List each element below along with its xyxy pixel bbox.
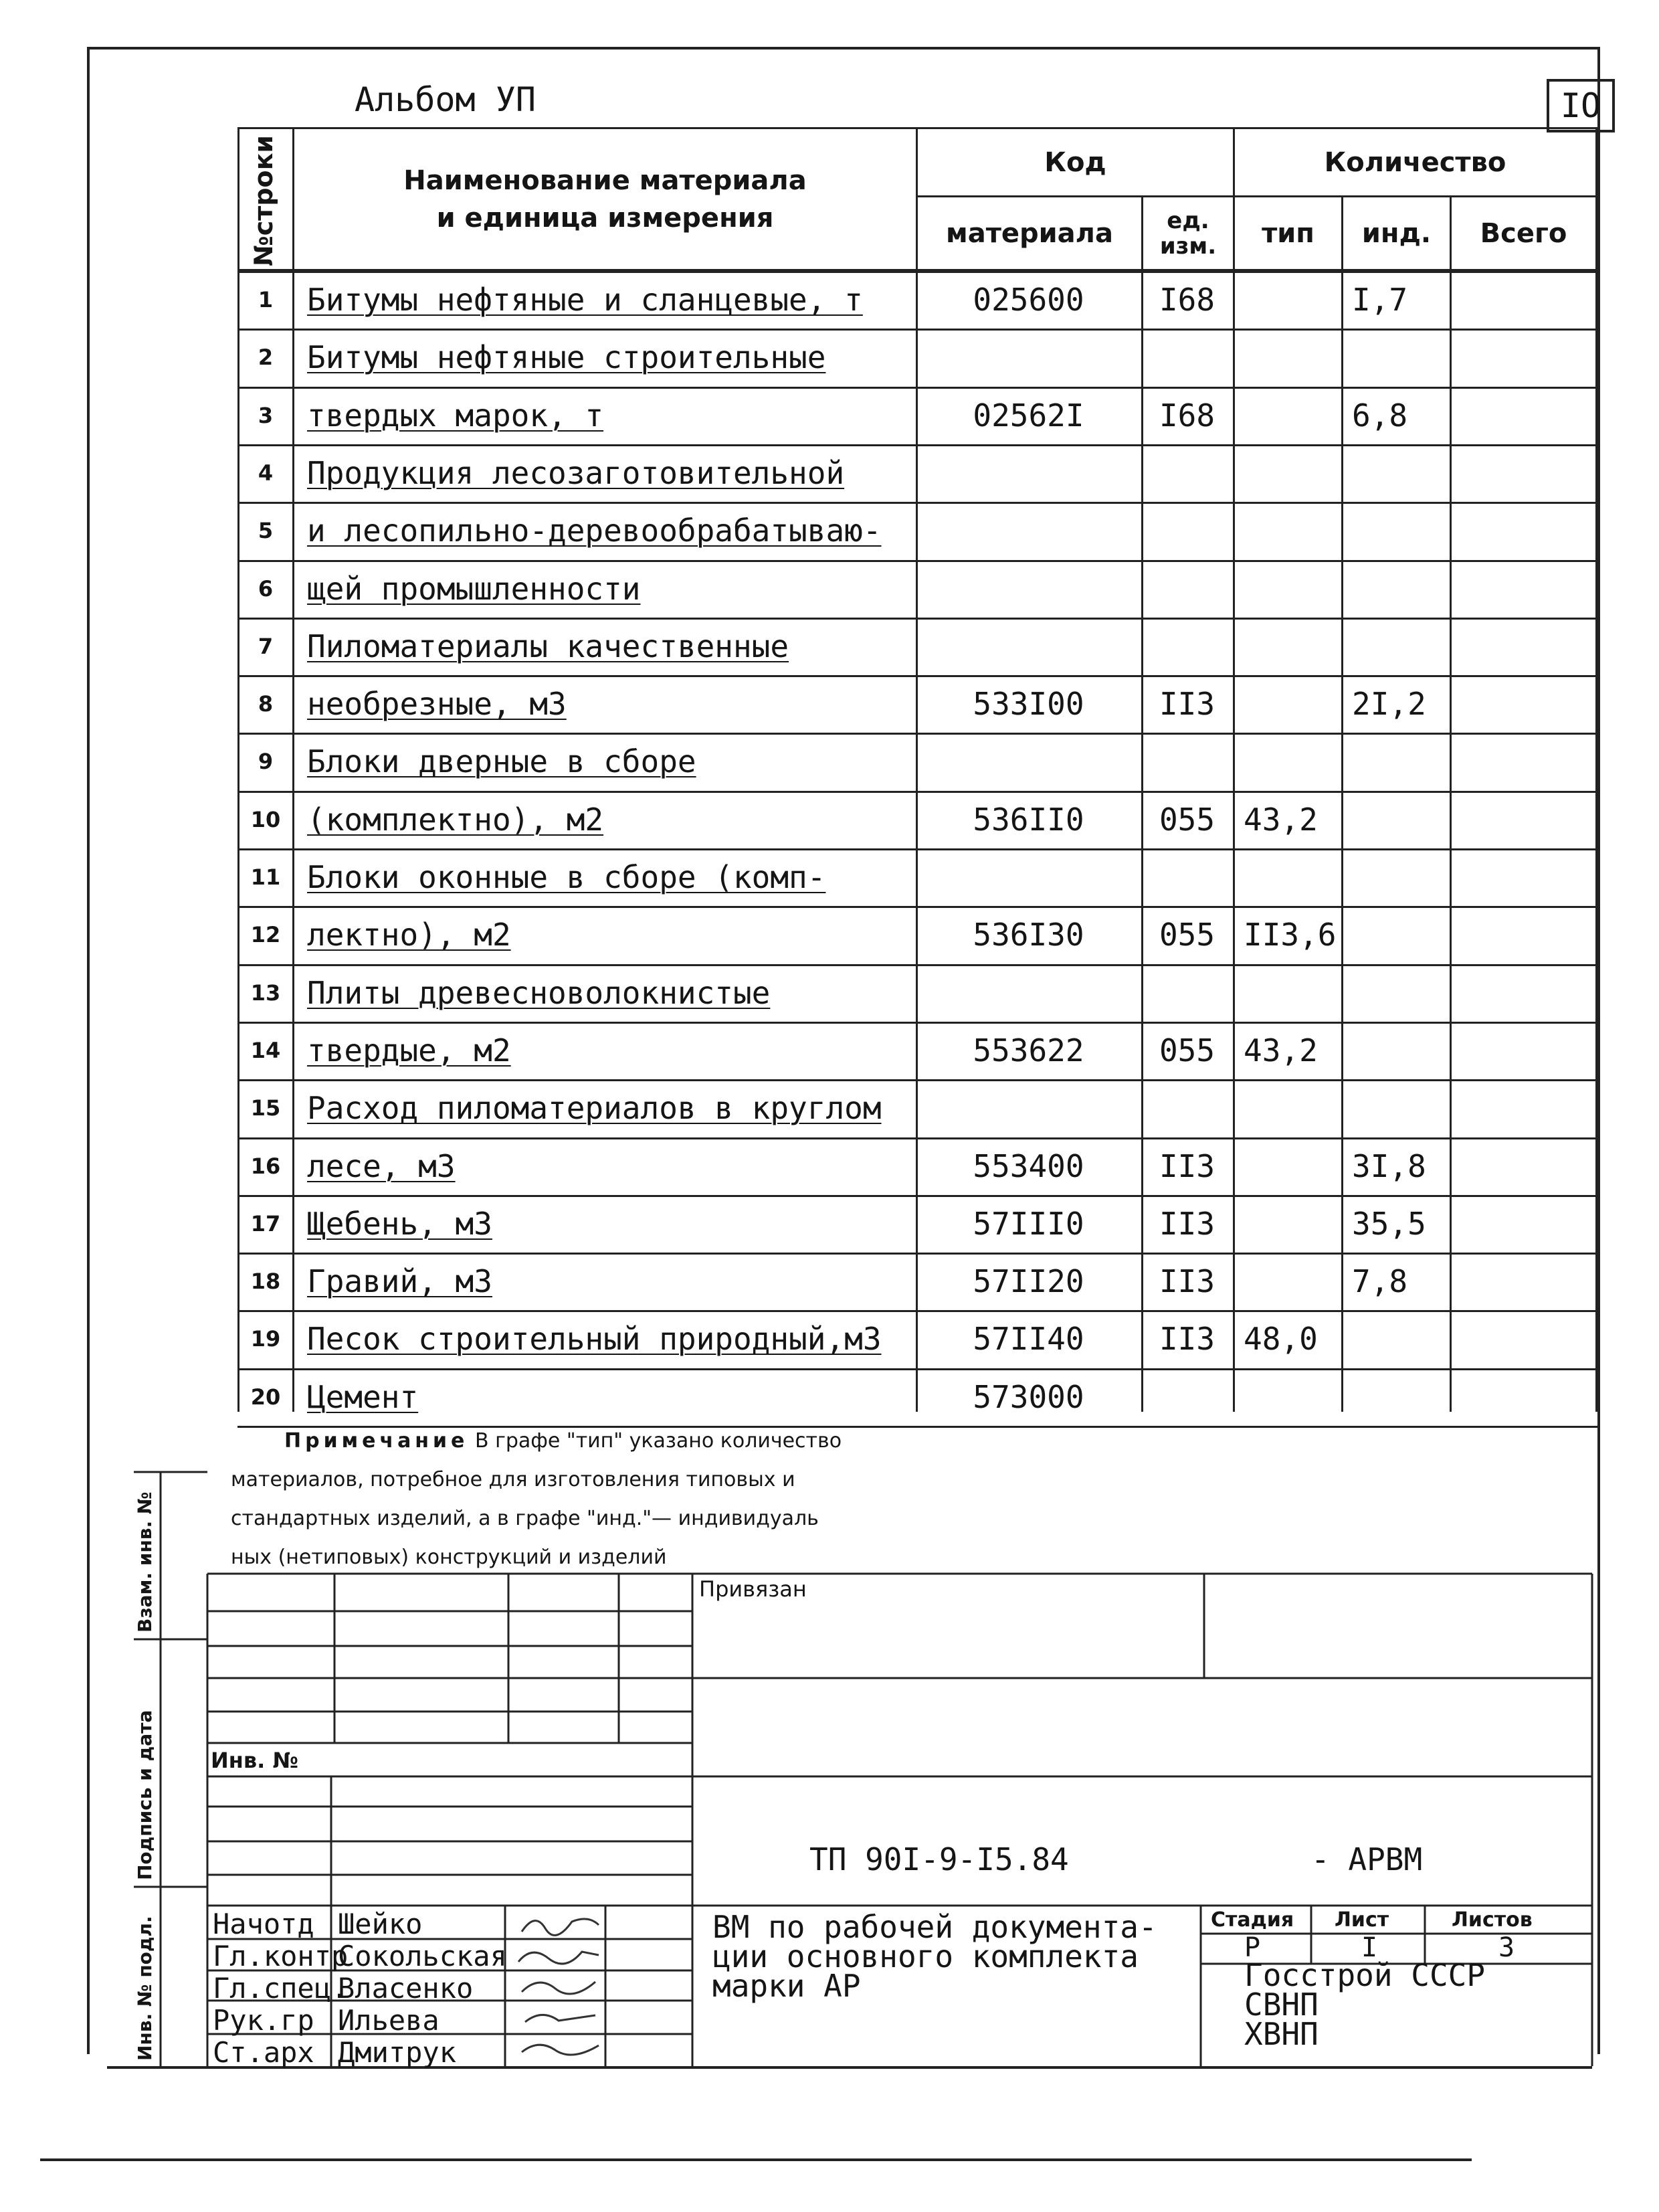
table-cell-code: 536II0	[973, 801, 1084, 838]
table-cell-name: Расход пиломатериалов в круглом	[307, 1090, 882, 1127]
role: Гл.спец.	[213, 1972, 349, 2005]
table-cell-ind: 3I,8	[1352, 1147, 1426, 1184]
table-cell-name: Битумы нефтяные строительные	[307, 339, 826, 376]
header-qty-ind: инд.	[1341, 195, 1452, 271]
document-mark: - АРВМ	[1311, 1841, 1423, 1877]
table-cell-n: 8	[258, 691, 274, 717]
role: Ст.арх	[213, 2036, 314, 2069]
table-cell-type: 48,0	[1244, 1321, 1318, 1358]
table-cell-name: (комплектно), м2	[307, 801, 604, 838]
table-cell-name: Битумы нефтяные и сланцевые, т	[307, 282, 863, 318]
description-line1: ВМ по рабочей документа-	[712, 1909, 1157, 1945]
table-cell-code: 57III0	[973, 1205, 1084, 1242]
sheets-value: 3	[1498, 1932, 1515, 1963]
table-cell-code: 573000	[973, 1378, 1084, 1415]
org-line1: Госстрой СССР	[1244, 1957, 1486, 1993]
note-heading: Примечание	[284, 1429, 469, 1453]
table-cell-name: Блоки дверные в сборе	[307, 743, 696, 780]
person-name: Власенко	[338, 1972, 474, 2005]
table-cell-type: 43,2	[1244, 801, 1318, 838]
table-cell-name: твердых марок, т	[307, 397, 604, 434]
album-title: Альбом УП	[355, 80, 536, 119]
table-cell-ind: 35,5	[1352, 1205, 1426, 1242]
table-cell-n: 10	[250, 806, 281, 832]
table-cell-n: 1	[258, 287, 274, 312]
person-name: Сокольская	[338, 1940, 507, 1972]
signatures	[508, 1908, 609, 2062]
table-cell-unit: 055	[1159, 917, 1215, 953]
table-cell-name: Блоки оконные в сборе (комп-	[307, 859, 826, 895]
table-cell-code: 025600	[973, 282, 1084, 318]
table-cell-name: Цемент	[307, 1378, 419, 1415]
description-line3: марки АР	[712, 1968, 861, 2004]
table-cell-unit: 055	[1159, 801, 1215, 838]
table-cell-unit: II3	[1159, 1147, 1215, 1184]
sheet-value: I	[1361, 1932, 1378, 1963]
table-cell-unit: 055	[1159, 1032, 1215, 1069]
stage-label: Стадия	[1211, 1908, 1294, 1932]
table-cell-name: Плиты древесноволокнистые	[307, 974, 771, 1011]
table-cell-name: необрезные, м3	[307, 686, 567, 723]
table-cell-code: 536I30	[973, 917, 1084, 953]
table-cell-code: 553622	[973, 1032, 1084, 1069]
table-cell-unit: I68	[1159, 282, 1215, 318]
table-cell-ind: 2I,2	[1352, 686, 1426, 723]
person-name: Дмитрук	[338, 2036, 457, 2069]
side-label-podpis-data: Подпись и дата	[134, 1710, 156, 1880]
table-cell-unit: II3	[1159, 686, 1215, 723]
table-cell-code: 533I00	[973, 686, 1084, 723]
note-text4: ных (нетиповых) конструкций и изделий	[231, 1546, 667, 1569]
description-line2: ции основного комплекта	[712, 1938, 1139, 1974]
table-cell-n: 5	[258, 518, 274, 544]
note-text2: материалов, потребное для изготовления типовых и	[231, 1468, 795, 1491]
table-cell-n: 4	[258, 460, 274, 486]
table-cell-name: Пиломатериалы качественные	[307, 628, 789, 664]
inv-no-label: Инв. №	[211, 1748, 298, 1773]
table-cell-unit: II3	[1159, 1321, 1215, 1358]
role: Начотд	[213, 1908, 314, 1940]
description	[712, 1909, 1157, 2004]
table-cell-n: 16	[250, 1153, 281, 1179]
page-number: IO	[1547, 79, 1615, 132]
table-cell-n: 17	[250, 1210, 281, 1236]
person-name: Шейко	[338, 1908, 423, 1940]
stage-value: Р	[1244, 1932, 1261, 1963]
table-cell-n: 20	[250, 1384, 281, 1410]
header-qty-type: тип	[1233, 195, 1343, 271]
person-name: Ильева	[338, 2004, 440, 2037]
header-code-unit: ед. изм.	[1141, 195, 1235, 271]
header-qty-total: Всего	[1450, 195, 1597, 271]
table-cell-name: щей промышленности	[307, 570, 641, 607]
org-line2: СВНП	[1244, 1987, 1319, 2023]
table-cell-n: 14	[250, 1037, 281, 1063]
table-cell-name: лесе, м3	[307, 1147, 456, 1184]
header-code-material: материала	[916, 195, 1143, 271]
table-cell-name: Песок строительный природный,м3	[307, 1321, 882, 1358]
table-cell-n: 2	[258, 345, 274, 371]
table-cell-n: 3	[258, 402, 274, 428]
note-text1: В графе "тип" указано количество	[474, 1429, 842, 1453]
table-cell-n: 11	[250, 864, 281, 890]
table-cell-unit: II3	[1159, 1205, 1215, 1242]
org-line3: ХВНП	[1244, 2016, 1319, 2052]
header-qty-group: Количество	[1233, 127, 1597, 197]
header-name-line2: и единица измерения	[436, 202, 774, 234]
table-cell-name: Щебень, м3	[307, 1205, 492, 1242]
table-cell-ind: 6,8	[1352, 397, 1408, 434]
side-label-inv-podl: Инв. № подл.	[134, 1916, 156, 2061]
table-cell-code: 02562I	[973, 397, 1084, 434]
names-column	[338, 1908, 507, 2069]
table-cell-type: 43,2	[1244, 1032, 1318, 1069]
table-cell-code: 57II40	[973, 1321, 1084, 1358]
table-cell-n: 12	[250, 922, 281, 948]
table-cell-n: 9	[258, 749, 274, 775]
table-cell-unit: II3	[1159, 1263, 1215, 1300]
sheets-label: Листов	[1452, 1908, 1533, 1932]
table-cell-n: 19	[250, 1326, 281, 1352]
table-cell-ind: I,7	[1352, 282, 1408, 318]
roles-column	[213, 1908, 348, 2069]
header-name-line1: Наименование материала	[403, 165, 807, 196]
table-cell-name: лектно), м2	[307, 917, 511, 953]
table-cell-ind: 7,8	[1352, 1263, 1408, 1300]
organization	[1244, 1957, 1486, 2052]
header-code-group: Код	[916, 127, 1235, 197]
table-cell-unit: I68	[1159, 397, 1215, 434]
table-cell-n: 6	[258, 575, 274, 602]
sheet-label: Лист	[1335, 1908, 1389, 1932]
table-cell-n: 13	[250, 980, 281, 1006]
role: Рук.гр	[213, 2004, 314, 2037]
side-label-vzam-inv: Взам. инв. №	[134, 1491, 156, 1633]
role: Гл.контр	[213, 1940, 349, 1972]
table-cell-n: 15	[250, 1095, 281, 1121]
table-cell-name: Гравий, м3	[307, 1263, 492, 1300]
header-row-no: №строки	[249, 135, 278, 266]
document-code: ТП 90I-9-I5.84	[809, 1841, 1069, 1877]
note-text3: стандартных изделий, а в графе "инд."— индивидуаль	[231, 1507, 819, 1530]
table-cell-name: твердые, м2	[307, 1032, 511, 1069]
table-cell-n: 7	[258, 633, 274, 659]
privyazan-label: Привязан	[699, 1576, 807, 1602]
table-cell-type: II3,6	[1244, 917, 1337, 953]
table-cell-n: 18	[250, 1269, 281, 1295]
table-cell-code: 553400	[973, 1147, 1084, 1184]
table-cell-name: и лесопильно-деревообрабатываю-	[307, 513, 882, 549]
table-cell-name: Продукция лесозаготовительной	[307, 454, 845, 491]
table-cell-code: 57II20	[973, 1263, 1084, 1300]
